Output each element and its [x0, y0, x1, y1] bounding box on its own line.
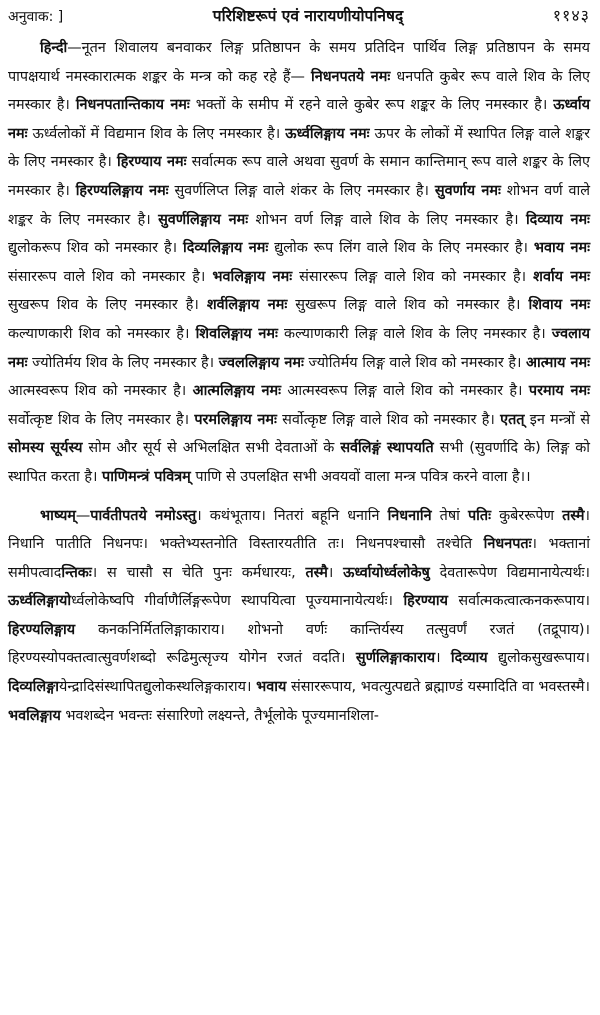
- mantra-term: पाणिमन्त्रं पवित्रम्: [102, 468, 191, 485]
- body-text: द्युलोकसुखरूपाय।: [487, 650, 590, 667]
- page-title: परिशिष्टरूपं एवं नारायणीयोपनिषद्: [212, 7, 404, 25]
- body-text: सुखरूप लिङ्ग वाले शिव को नमस्कार है।: [287, 297, 529, 314]
- mantra-term: पार्वतीपतये नमोऽस्तु: [90, 507, 197, 524]
- mantra-term: भवलिङ्गाय नमः: [212, 268, 293, 285]
- body-text: द्युलोक रूप लिंग वाले शिव के लिए नमस्कार है।: [268, 240, 534, 257]
- body-text: पाणि से उपलक्षित सभी अवयवों वाला मन्त्र पवित्र करने वाला है।।: [190, 468, 531, 485]
- mantra-term: निधनपतः: [483, 536, 532, 553]
- page-number: ११४३: [552, 6, 590, 25]
- body-text: । निधानि पातीति निधनपः। भक्तेभ्यस्तनोति विस्तारयतीति तः। निधनपश्चासौ तश्चेति: [8, 507, 590, 553]
- hindi-translation-paragraph: [8, 34, 590, 492]
- mantra-term: तस्मै: [562, 507, 585, 524]
- mantra-term: दिव्यलिङ्गाय नमः: [183, 240, 269, 257]
- running-header: [8, 6, 590, 28]
- mantra-term: निधनपतान्तिकाय नमः: [75, 97, 190, 114]
- body-text: ऊपर के लोकों में स्थापित लिङ्ग वाले शङ्कर के लिए नमस्कार है।: [8, 125, 591, 171]
- body-text: सर्वात्मकत्वात्कनकरूपाय।: [447, 593, 590, 610]
- body-text: कल्याणकारी शिव को नमस्कार है।: [8, 325, 196, 342]
- body-text: संसाररूपाय, भवत्युत्पद्यते ब्रह्माण्डं यस्मादिति वा भवस्तस्मै।: [286, 679, 590, 696]
- body-text: ।: [435, 650, 451, 667]
- body-text: । कथंभूताय। नितरां बहूनि धनानि: [196, 507, 388, 524]
- mantra-term: तस्मै: [305, 564, 328, 581]
- body-text: भवशब्देन भवन्तः संसारिणो लक्ष्यन्ते, तैर्भूलोके पूज्यमानशिला-: [60, 707, 379, 724]
- mantra-term: भाष्यम्: [40, 507, 76, 524]
- mantra-term: एतत्: [500, 411, 525, 428]
- body-text: र्ध्वलोकेष्वपि गीर्वाणैर्लिङ्गरूपेण स्थापयित्वा पूज्यमानायेत्यर्थः।: [71, 593, 404, 610]
- mantra-term: दिव्यलिङ्गा: [8, 679, 59, 696]
- mantra-term: शर्वलिङ्गाय नमः: [206, 297, 288, 314]
- body-text: आत्मस्वरूप लिङ्ग वाले शिव को नमस्कार है।: [280, 383, 529, 400]
- body-text: येन्द्रादिसंस्थापितद्युलोकस्थलिङ्गकाराय।: [58, 679, 257, 696]
- mantra-term: सुर्णलिङ्गाकाराय: [355, 650, 436, 667]
- body-text: इन मन्त्रों से: [524, 411, 591, 428]
- body-text: सर्वोत्कृष्ट लिङ्ग वाले शिव को नमस्कार है।: [276, 411, 501, 428]
- body-text: सोम और सूर्य से अभिलक्षित सभी देवताओं के: [82, 440, 341, 457]
- mantra-term: सोमस्य सूर्यस्य: [8, 440, 83, 457]
- mantra-term: ज्वललिङ्गाय नमः: [218, 354, 304, 371]
- body-text: कल्याणकारी लिङ्ग वाले शिव के लिए नमस्कार है।: [277, 325, 552, 342]
- mantra-term: ऊर्ध्वायोर्ध्वलोकेषु: [343, 564, 430, 581]
- mantra-term: निधनपतये नमः: [310, 68, 391, 85]
- mantra-term: आत्मलिङ्गाय नमः: [192, 383, 281, 400]
- mantra-term: परमलिङ्गाय नमः: [194, 411, 277, 428]
- mantra-term: भवाय: [256, 679, 287, 696]
- body-text: सर्वात्मक रूप वाले अथवा सुवर्ण के समान कान्तिमान् रूप वाले शङ्कर के लिए नमस्कार है।: [8, 154, 590, 199]
- body-text: —: [75, 507, 91, 524]
- body-text: तेषां: [431, 507, 468, 524]
- body-text: सुखरूप शिव के लिए नमस्कार है।: [8, 297, 207, 314]
- mantra-term: ऊर्ध्वलिङ्गाय नमः: [285, 125, 370, 142]
- bhashya-commentary-paragraph: [8, 502, 590, 731]
- body-text: शोभन वर्ण वाले शङ्कर के लिए नमस्कार है।: [8, 182, 590, 228]
- body-text: सुवर्णलिप्त लिङ्ग वाले शंकर के लिए नमस्कार है।: [168, 182, 435, 199]
- body-text: । भक्तानां समीपत्वाद: [8, 536, 590, 581]
- mantra-term: ऊर्ध्वाय नमः: [8, 97, 590, 142]
- mantra-term: पतिः: [467, 507, 491, 524]
- body-text: धनपति कुबेर रूप वाले शिव के लिए नमस्कार है।: [8, 68, 590, 114]
- body-text: ।: [327, 564, 344, 581]
- body-text: सभी (सुवर्णादि के) लिङ्ग को स्थापित करता है।: [8, 440, 590, 485]
- mantra-term: सर्वलिङ्गं स्थापयति: [340, 440, 434, 457]
- body-text: । स चासौ स चेति पुनः कर्मधारयः,: [91, 564, 306, 581]
- body-text: संसाररूप लिङ्ग वाले शिव को नमस्कार है।: [292, 268, 534, 285]
- body-text: सर्वोत्कृष्ट शिव के लिए नमस्कार है।: [8, 411, 195, 428]
- body-text: आत्मस्वरूप शिव को नमस्कार है।: [8, 383, 193, 400]
- mantra-term: सुवर्णाय नमः: [434, 182, 501, 199]
- mantra-term: न्तिकः: [61, 564, 92, 581]
- mantra-term: शिवलिङ्गाय नमः: [195, 325, 278, 342]
- body-text: संसाररूप वाले शिव को नमस्कार है।: [8, 268, 213, 285]
- mantra-term: आत्माय नमः: [526, 354, 590, 371]
- mantra-term: दिव्याय नमः: [525, 211, 590, 228]
- mantra-term: ज्वलाय नमः: [8, 325, 590, 371]
- mantra-term: हिन्दी: [40, 40, 68, 56]
- body-text: ज्योतिर्मय शिव के लिए नमस्कार है।: [27, 354, 219, 371]
- mantra-term: शिवाय नमः: [528, 297, 590, 314]
- mantra-term: हिरण्याय नमः: [116, 154, 187, 171]
- body-text: शोभन वर्ण लिङ्ग वाले शिव के लिए नमस्कार है।: [248, 211, 526, 228]
- mantra-term: ऊर्ध्वलिङ्गायो: [8, 593, 72, 610]
- mantra-term: हिरण्यलिङ्गाय नमः: [75, 182, 169, 199]
- mantra-term: हिरण्यलिङ्गाय: [8, 621, 76, 638]
- body-text: कुबेररूपेण: [491, 507, 563, 524]
- body-text: देवतारूपेण विद्यमानायेत्यर्थः।: [429, 564, 591, 581]
- section-label: अनुवाक: ]: [8, 9, 64, 25]
- body-text: ज्योतिर्मय लिङ्ग वाले शिव को नमस्कार है।: [303, 354, 527, 371]
- mantra-term: निधनानि: [387, 507, 432, 524]
- mantra-term: हिरण्याय: [403, 593, 448, 610]
- mantra-term: सुवर्णलिङ्गाय नमः: [158, 211, 249, 228]
- mantra-term: शर्वाय नमः: [533, 268, 591, 285]
- mantra-term: दिव्याय: [450, 650, 488, 667]
- body-text: —नूतन शिवालय बनवाकर लिङ्ग प्रतिष्ठापन के समय प्रतिदिन पार्थिव लिङ्ग प्रतिष्ठापन के समय पापक्षयार्थ नमस्कारात्मक शङ्कर के मन्त्र को कह रहे हैं—: [8, 40, 590, 85]
- mantra-term: भवलिङ्गाय: [8, 707, 61, 724]
- body-text: ऊर्ध्वलोकों में विद्यमान शिव के लिए नमस्कार है।: [27, 125, 286, 142]
- body-text: कनकनिर्मितलिङ्गाकाराय। शोभनो वर्णः कान्तिर्यस्य तत्सुवर्णं रजतं (तद्रूपाय)। हिरण्यस्योपक्तत्वात्सुवर्णशब्दो रूढिमुत्सृज्य योगेन रजतं वदति।: [8, 621, 590, 667]
- mantra-term: परमाय नमः: [528, 383, 590, 400]
- body-text: भक्तों के समीप में रहने वाले कुबेर रूप शङ्कर के लिए नमस्कार है।: [189, 97, 554, 114]
- body-text: द्युलोकरूप शिव को नमस्कार है।: [8, 240, 184, 257]
- mantra-term: भवाय नमः: [533, 240, 591, 257]
